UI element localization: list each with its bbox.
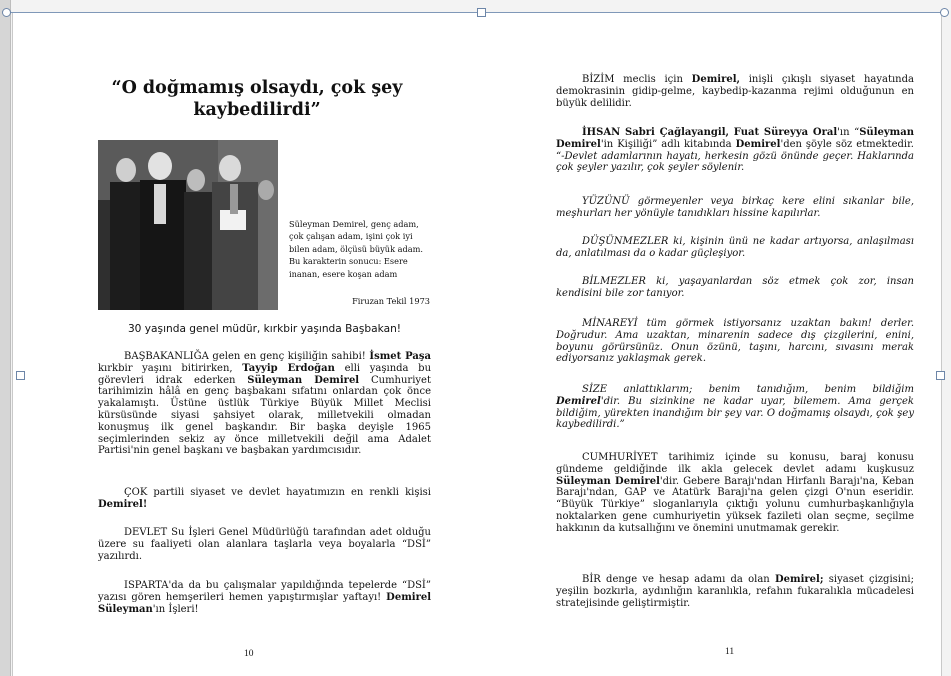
historical-photo (98, 140, 278, 310)
photo-illustration (98, 140, 278, 310)
page-number-right: 11 (725, 647, 735, 657)
right-paragraph-9: BİR denge ve hesap adamı da olan Demirel; siyaset çizgisini; yeşilin bozkırla, aydınlığın karanlıkla, refahın fukaralıkla mücadelesi stratejisinde geliştirmiştir. (556, 574, 914, 609)
selection-handle-top-right[interactable] (940, 8, 949, 17)
right-paragraph-7: SİZE anlattıklarım; benim tanıdığım, benim bildiğim Demirel'dir. Bu sizinkine ne kadar uyar, bilemem. Ama gerçek bildiğim, yürekten inandığım bir şey var. O doğmamış olsaydı, çok şey kaybedilirdi.” (556, 384, 914, 431)
right-paragraph-8: CUMHURİYET tarihimiz içinde su konusu, baraj konusu gündeme geldiğinde ilk akla gelecek devlet adamı kuşkusuz Süleyman Demirel'dir. Gebere Barajı'ndan Hirfanlı Barajı'na, Keban Barajı'ndan, GAP ve Atatürk Barajı'na gelen çizgi O'nun eseridir. “Büyük Türkiye” sloganlarıyla çıktığı yolunu cumhurbaşkanlığıyla noktalarken gene cumhuriyetin yüksek fazileti olan seçme, seçilme hakkının da kutsallığını ve önemini unutmamak gerekir. (556, 452, 914, 534)
right-paragraph-1: BİZİM meclis için Demirel, inişli çıkışlı siyaset hayatında demokrasinin gidip-gelme, kaybedip-kazanma rejimi olduğunun en büyük delilidir. (556, 74, 914, 109)
selection-frame-top (6, 12, 945, 13)
left-margin-bar (0, 0, 11, 676)
right-paragraph-4: DÜŞÜNMEZLER ki, kişinin ünü ne kadar artıyorsa, anlaşılması da, anlatılması da o kadar güçleşiyor. (556, 236, 914, 259)
left-paragraph-4: ISPARTA'da da bu çalışmalar yapıldığında tepelerde “DSİ” yazısı gören hemşerileri hemen yapıştırmışlar yaftayı! Demirel Süleyman'ın İşleri! (98, 580, 431, 615)
right-paragraph-5: BİLMEZLER ki, yaşayanlardan söz etmek çok zor, insan kendisini bile zor tanıyor. (556, 276, 914, 299)
right-paragraph-3: YÜZÜNÜ görmeyenler veya birkaç kere elini sıkanlar bile, meşhurları her yönüyle tanıdıkları hissine kapılırlar. (556, 196, 914, 219)
left-paragraph-1: BAŞBAKANLIĞA gelen en genç kişiliğin sahibi! İsmet Paşa kırkbir yaşını bitirirken, Tayyip Erdoğan elli yaşında bu görevleri idrak ederken Süleyman Demirel Cumhuriyet tarihimizin hâlâ en genç başbakanı sıfatını onlardan çok önce yakalamıştı. Üstüne üstlük Türkiye Büyük Millet Meclisi kürsüsünde siyasi şahsiyet olarak, milletvekili olmadan konuşmuş ilk genel başkandır. Bir başka deyişle 1965 seçimlerinden sekiz ay önce milletvekili değil ama Adalet Partisi'nin genel başkanı ve başbakan yardımcısıdır. (98, 351, 432, 457)
left-paragraph-3: DEVLET Su İşleri Genel Müdürlüğü tarafından adet olduğu üzere su faaliyeti olan alanlara taşlarla veya boyalarla “DSİ” yazılırdı. (98, 527, 431, 562)
selection-handle-middle-right[interactable] (936, 371, 945, 380)
left-paragraph-2: ÇOK partili siyaset ve devlet hayatımızın en renkli kişisi Demirel! (98, 487, 431, 510)
selection-handle-top-left[interactable] (2, 8, 11, 17)
photo-caption: Süleyman Demirel, genç adam, çok çalışan adam, işini çok iyi bilen adam, ölçüsü büyük adam. Bu karakterin sonucu: Esere inanan, esere koşan adam (289, 219, 424, 279)
photo-credit: Firuzan Tekil 1973 (352, 296, 430, 306)
selection-handle-middle-left[interactable] (16, 371, 25, 380)
right-paragraph-2: İHSAN Sabri Çağlayangil, Fuat Süreyya Oral'ın “Süleyman Demirel'in Kişiliği” adlı kitabında Demirel'den şöyle söz etmektedir. “-Devlet adamlarının hayatı, herkesin gözü önünde geçer. Haklarında çok şeyler yazılır, çok şeyler söylenir. (556, 127, 914, 174)
right-paragraph-6: MİNAREYİ tüm görmek istiyorsanız uzaktan bakın! derler. Doğrudur. Ama uzaktan, minarenin sadece dış çizgilerini, enini, boyunu görürsünüz. Onun özünü, taşını, harcını, sıvasını merak ediyorsanız yaklaşmak gerek. (556, 318, 914, 365)
selection-handle-top-center[interactable] (477, 8, 486, 17)
section-subheading: 30 yaşında genel müdür, kırkbir yaşında Başbakan! (127, 323, 402, 335)
page-number-left: 10 (244, 649, 254, 659)
article-title: “O doğmamış olsaydı, çok şey kaybedilirdi” (111, 78, 403, 120)
